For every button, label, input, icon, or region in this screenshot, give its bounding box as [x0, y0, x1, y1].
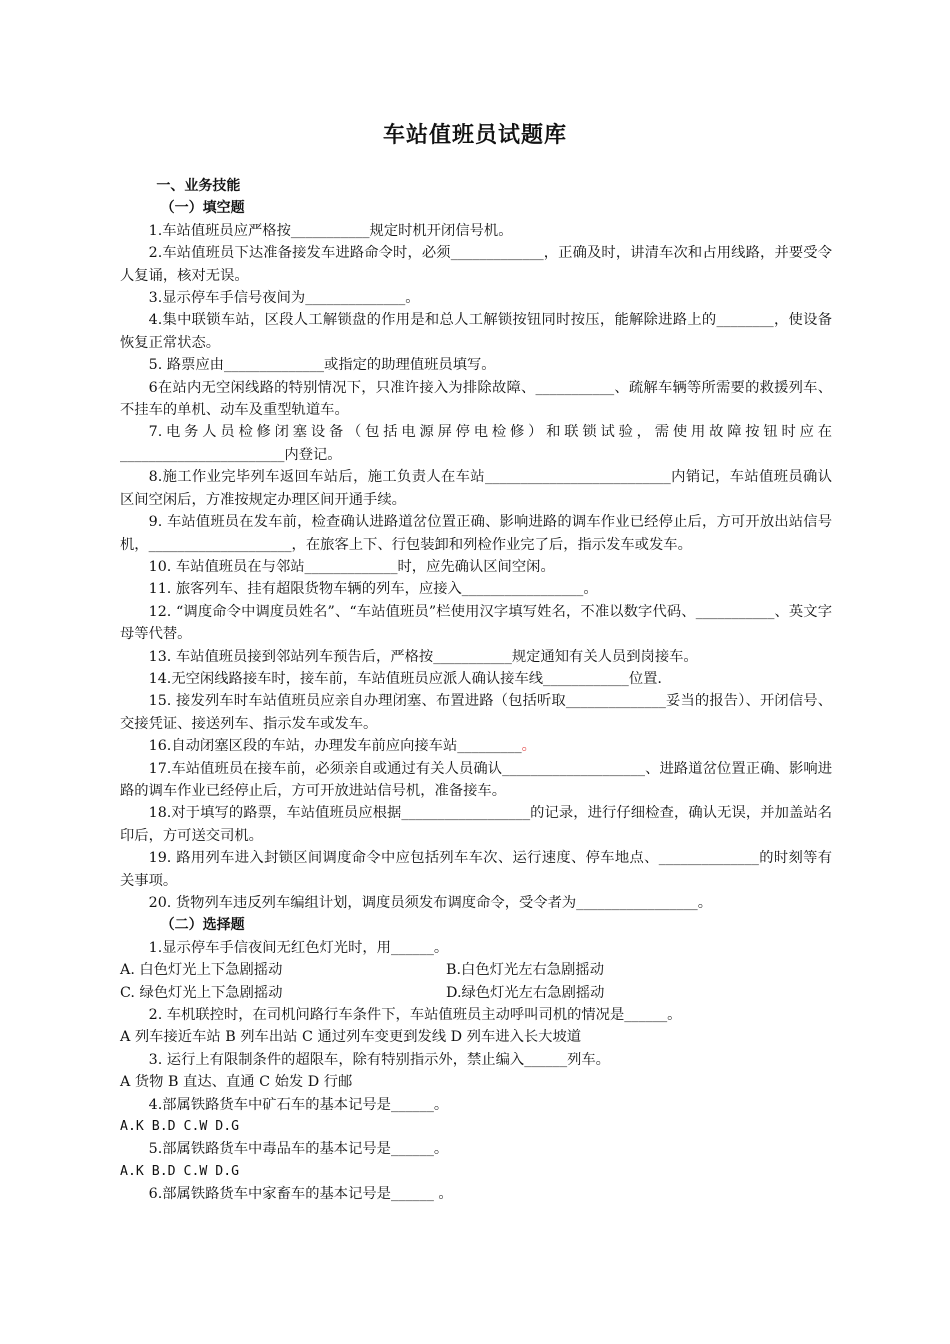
choice-options: A.K B.D C.W D.G [120, 1163, 240, 1179]
choice-question: 2. 车机联控时，在司机问路行车条件下，车站值班员主动呼叫司机的情况是______。 [148, 1007, 682, 1024]
fill-question: 1.车站值班员应严格按___________规定时机开闭信号机。 [148, 222, 513, 239]
choice-question: 1.显示停车手信夜间无红色灯光时，用______。 [148, 939, 449, 956]
fill-question: 8.施工作业完毕列车返回车站后，施工负责人在车站__________________________内销记，车站值班员确认区间空闲后，方准按规定办理区间开通手续。 [120, 469, 832, 508]
option-b: B.白色灯光左右急剧摇动 [446, 962, 605, 979]
section-heading: 一、业务技能 [156, 178, 241, 194]
fill-question: 7.电务人员检修闭塞设备（包括电源屏停电检修）和联锁试验，需使用故障按钮时应在_______________________内登记。 [120, 424, 832, 463]
choice-options [120, 982, 832, 1004]
choice-question: 4.部属铁路货车中矿石车的基本记号是______。 [148, 1096, 449, 1113]
choice-question: 6.部属铁路货车中家畜车的基本记号是______ 。 [148, 1186, 453, 1203]
fill-question: 13. 车站值班员接到邻站列车预告后，严格按___________规定通知有关人员到岗接车。 [148, 648, 698, 665]
fill-question: 19. 路用列车进入封锁区间调度命令中应包括列车车次、运行速度、停车地点、______________的时刻等有关事项。 [120, 850, 832, 889]
fill-question: 9. 车站值班员在发车前，检查确认进路道岔位置正确、影响进路的调车作业已经停止后，方可开放出站信号机，____________________，在旅客上下、行包装卸和列检作业完了后，指示发车或发车。 [120, 514, 832, 553]
fill-question: 4.集中联锁车站，区段人工解锁盘的作用是和总人工解锁按钮同时按压，能解除进路上的________，使设备恢复正常状态。 [120, 312, 832, 351]
option-a: A. 白色灯光上下急剧摇动 [120, 962, 283, 979]
choice-options: A.K B.D C.W D.G [120, 1119, 240, 1135]
choice-options [120, 959, 832, 981]
fill-question: 2.车站值班员下达准备接发车进路命令时，必须_____________，正确及时，讲清车次和占用线路，并要受令人复诵，核对无误。 [120, 245, 832, 284]
subsection-heading: （二）选择题 [160, 917, 245, 934]
fill-question: 12. “调度命令中调度员姓名”、“车站值班员”栏使用汉字填写姓名，不准以数字代码、___________、英文字母等代替。 [120, 603, 832, 643]
document-body [120, 175, 832, 1206]
fill-question: 3.显示停车手信号夜间为______________。 [148, 290, 420, 307]
fill-question-end: 。 [521, 738, 536, 755]
fill-question: 14.无空闲线路接车时，接车前，车站值班员应派人确认接车线____________位置. [148, 670, 662, 687]
fill-question: 5. 路票应由______________或指定的助理值班员填写。 [148, 357, 496, 374]
document-title: 车站值班员试题库 [382, 123, 567, 148]
fill-question: 10. 车站值班员在与邻站_____________时，应先确认区间空闲。 [148, 558, 555, 575]
fill-question: 15. 接发列车时车站值班员应亲自办理闭塞、布置进路（包括听取______________妥当的报告）、开闭信号、交接凭证、接送列车、指示发车或发车。 [120, 693, 832, 732]
fill-question: 6在站内无空闲线路的特别情况下，只准许接入为排除故障、___________、疏解车辆等所需要的救援列车、不挂车的单机、动车及重型轨道车。 [120, 379, 832, 419]
fill-question-text: 16.自动闭塞区段的车站，办理发车前应向接车站_________ [148, 738, 522, 755]
subsection-heading: （一）填空题 [160, 200, 245, 217]
choice-options: A 列车接近车站 B 列车出站 C 通过列车变更到发线 D 列车进入长大坡道 [120, 1029, 582, 1046]
fill-question: 18.对于填写的路票，车站值班员应根据__________________的记录，进行仔细检查，确认无误，并加盖站名印后，方可送交司机。 [120, 805, 832, 844]
choice-options: A 货物 B 直达、直通 C 始发 D 行邮 [120, 1074, 353, 1091]
option-d: D.绿色灯光左右急剧摇动 [446, 984, 605, 1001]
fill-question [120, 735, 832, 757]
fill-question: 20. 货物列车违反列车编组计划，调度员须发布调度命令，受令者为_________________。 [148, 895, 713, 911]
choice-question: 5.部属铁路货车中毒品车的基本记号是______。 [148, 1141, 449, 1158]
fill-question: 11. 旅客列车、挂有超限货物车辆的列车，应接入_________________。 [148, 581, 598, 598]
choice-question: 3. 运行上有限制条件的超限车，除有特别指示外，禁止编入______列车。 [148, 1051, 610, 1068]
option-c: C. 绿色灯光上下急剧摇动 [120, 984, 283, 1001]
fill-question: 17.车站值班员在接车前，必须亲自或通过有关人员确认____________________、进路道岔位置正确、影响进路的调车作业已经停止后，方可开放进站信号机，准备接车。 [120, 760, 832, 799]
